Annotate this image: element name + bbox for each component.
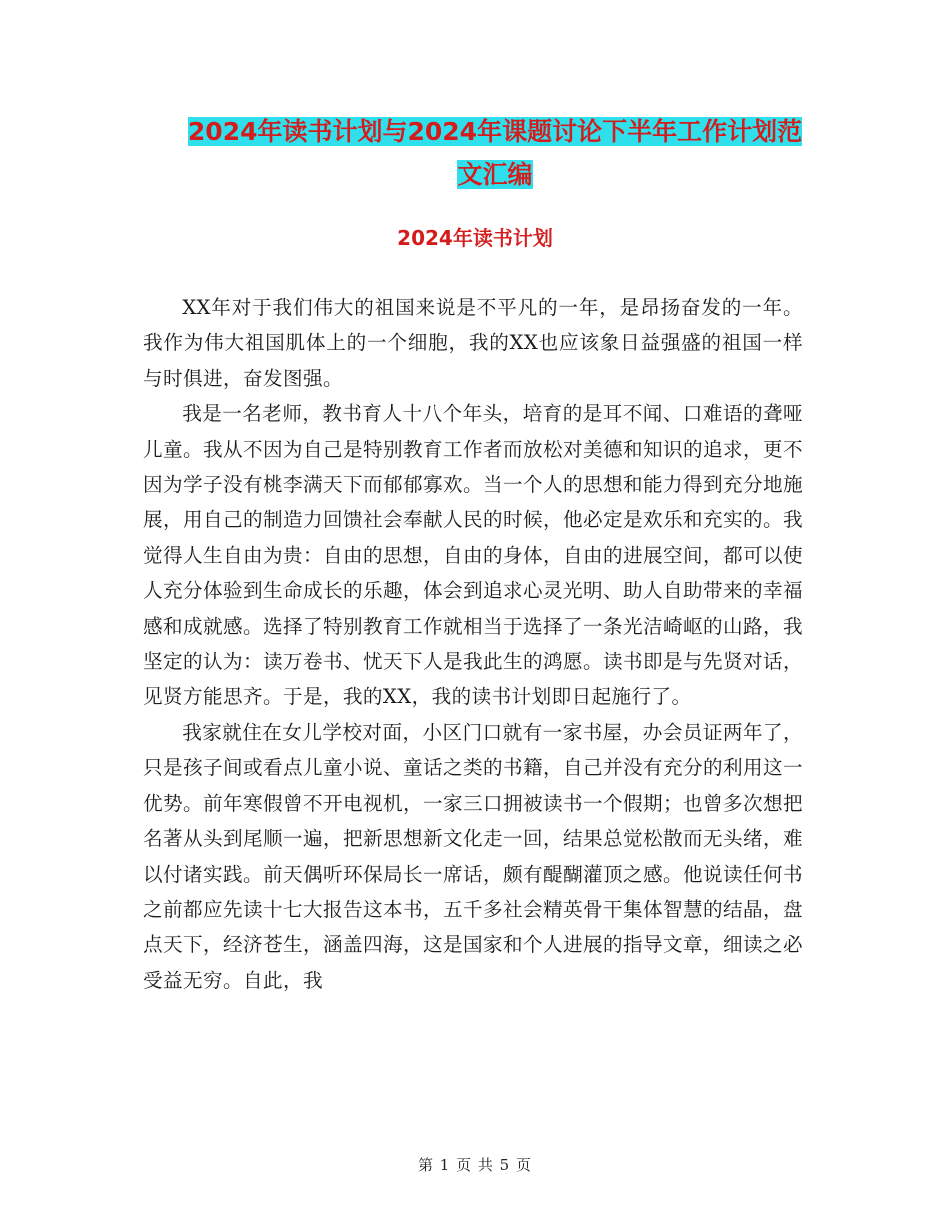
title-line-2: 文汇编 <box>457 160 533 189</box>
title-line-1: 2024年读书计划与2024年课题讨论下半年工作计划范 <box>187 117 803 146</box>
body-text <box>143 290 803 998</box>
paragraph: 我家就住在女儿学校对面，小区门口就有一家书屋，办会员证两年了，只是孩子间或看点儿童小说、童话之类的书籍，自己并没有充分的利用这一优势。前年寒假曾不开电视机，一家三口拥被读书一个假期；也曾多次想把名著从头到尾顺一遍，把新思想新文化走一回，结果总觉松散而无头绪，难以付诸实践。前天偶听环保局长一席话，颇有醍醐灌顶之感。他说读任何书之前都应先读十七大报告这本书，五千多社会精英骨干集体智慧的结晶，盘点天下，经济苍生，涵盖四海，这是国家和个人进展的指导文章，细读之必受益无穷。自此，我 <box>143 720 803 992</box>
paragraph: XX年对于我们伟大的祖国来说是不平凡的一年，是昂扬奋发的一年。我作为伟大祖国肌体上的一个细胞，我的XX也应该象日益强盛的祖国一样与时俱进，奋发图强。 <box>143 296 803 390</box>
section-heading: 2024年读书计划 <box>397 226 553 250</box>
page-number-footer: 第 1 页 共 5 页 <box>418 1156 532 1174</box>
document-title <box>150 110 840 196</box>
paragraph: 我是一名老师，教书育人十八个年头，培育的是耳不闻、口难语的聋哑儿童。我从不因为自己是特别教育工作者而放松对美德和知识的追求，更不因为学子没有桃李满天下而郁郁寡欢。当一个人的思想和能力得到充分地施展，用自己的制造力回馈社会奉献人民的时候，他必定是欢乐和充实的。我觉得人生自由为贵：自由的思想，自由的身体，自由的进展空间，都可以使人充分体验到生命成长的乐趣，体会到追求心灵光明、助人自助带来的幸福感和成就感。选择了特别教育工作就相当于选择了一条光洁崎岖的山路，我坚定的认为：读万卷书、忧天下人是我此生的鸿愿。读书即是与先贤对话，见贤方能思齐。于是，我的XX，我的读书计划即日起施行了。 <box>143 402 803 709</box>
